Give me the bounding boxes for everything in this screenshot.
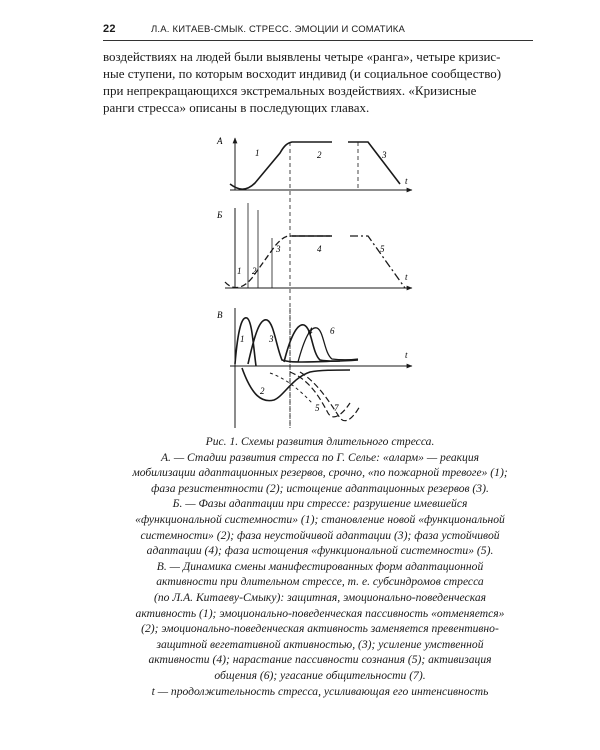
panel-b-curve-exhaustion [350, 236, 405, 288]
caption-line: активности при длительном стрессе, т. е. субсиндромов стресса [156, 575, 484, 589]
caption-line: А. — Стадии развития стресса по Г. Селье: «аларм» — реакция [160, 450, 480, 464]
caption-line: Б. — Фазы адаптации при стрессе: разрушение имевшейся [172, 497, 468, 511]
panel-v-curve-2 [242, 368, 350, 401]
panel-v-curve-label-6: 6 [330, 326, 335, 336]
caption-line: активность (1); эмоционально-поведенческая пассивность «отменяется» [135, 606, 505, 620]
panel-v-curve-label-2: 2 [260, 386, 265, 396]
panel-v-curve-label-5: 5 [315, 403, 320, 413]
panel-v-curve-label-4: 4 [308, 326, 313, 336]
panel-b [216, 203, 412, 288]
panel-v-curve-6 [298, 328, 358, 362]
panel-b-curve-label-3: 3 [276, 244, 281, 254]
caption-line: общения (6); угасание общительности (7). [214, 668, 426, 682]
running-title: Л.А. КИТАЕВ-СМЫК. СТРЕСС. ЭМОЦИИ И СОМАТИКА [151, 24, 405, 35]
panel-b-curve-label-1: 1 [237, 266, 242, 276]
caption-line: В. — Динамика смены манифестированных форм адаптационной [156, 559, 484, 573]
panel-v-curve-label-1: 1 [240, 334, 245, 344]
page-number: 22 [103, 23, 116, 35]
panel-b-label: Б [217, 210, 223, 220]
stress-diagram [200, 128, 440, 428]
panel-v-label: В [217, 310, 223, 320]
panel-b-t-label: t [405, 272, 408, 282]
running-header [103, 18, 533, 41]
panel-a-curve-label-1: 1 [255, 148, 260, 158]
panel-b-curve-label-2: 2 [252, 266, 257, 276]
panel-v-curve-7 [300, 372, 360, 421]
panel-v-curve-label-7: 7 [334, 403, 339, 413]
panel-v-curve-label-3: 3 [269, 334, 274, 344]
caption-line: (по Л.А. Китаеву-Смыку): защитная, эмоционально-поведенческая [153, 590, 487, 604]
caption-line: фаза резистентности (2); истощение адаптационных резервов (3). [151, 481, 489, 495]
panel-b-curve-label-5: 5 [380, 244, 385, 254]
panel-b-curve-label-4: 4 [317, 244, 322, 254]
caption-line: адаптации (4); фаза истощения «функциональной системности» (5). [146, 544, 494, 558]
panel-a-curve-exhaustion [348, 142, 400, 184]
caption-line: «функциональной системности» (1); становление новой «функциональной [135, 512, 505, 526]
panel-v-curve-4 [284, 325, 358, 362]
panel-a-curve-label-3: 3 [382, 150, 387, 160]
panel-a-t-label: t [405, 176, 408, 186]
panel-a-label: А [217, 136, 223, 146]
panel-v-curve-3 [248, 320, 340, 364]
caption-line: Рис. 1. Схемы развития длительного стресса. [205, 435, 435, 448]
panel-a-curve-label-2: 2 [317, 150, 322, 160]
panel-v-t-label: t [405, 350, 408, 360]
caption-line: активности (4); нарастание пассивности сознания (5); активизация [148, 653, 492, 667]
caption-line: (2); эмоционально-поведенческая активность заменяется превентивно- [141, 622, 499, 636]
caption-line: мобилизации адаптационных резервов, срочно, «по пожарной тревоге» (1); [132, 466, 508, 480]
panel-a [216, 136, 412, 428]
intro-line: ранги стресса» описаны в последующих главах. [103, 100, 370, 115]
caption-line: системности» (2); фаза неустойчивой адаптации (3); фаза устойчивой [140, 528, 500, 542]
intro-line: воздействиях на людей были выявлены четыре «ранга», четыре кризис- [103, 49, 501, 64]
intro-paragraph [103, 48, 533, 116]
figure-caption [100, 434, 540, 699]
panel-v [217, 308, 412, 428]
caption-line: t — продолжительность стресса, усиливающая его интенсивность [151, 684, 489, 698]
intro-line: ные ступени, по которым восходит индивид (и социальное сообщество) [103, 66, 502, 81]
caption-line: защитной вегетативной активностью, (3); усиление умственной [156, 637, 484, 651]
intro-line: при непрекращающихся экстремальных воздействиях. «Кризисные [103, 83, 477, 98]
